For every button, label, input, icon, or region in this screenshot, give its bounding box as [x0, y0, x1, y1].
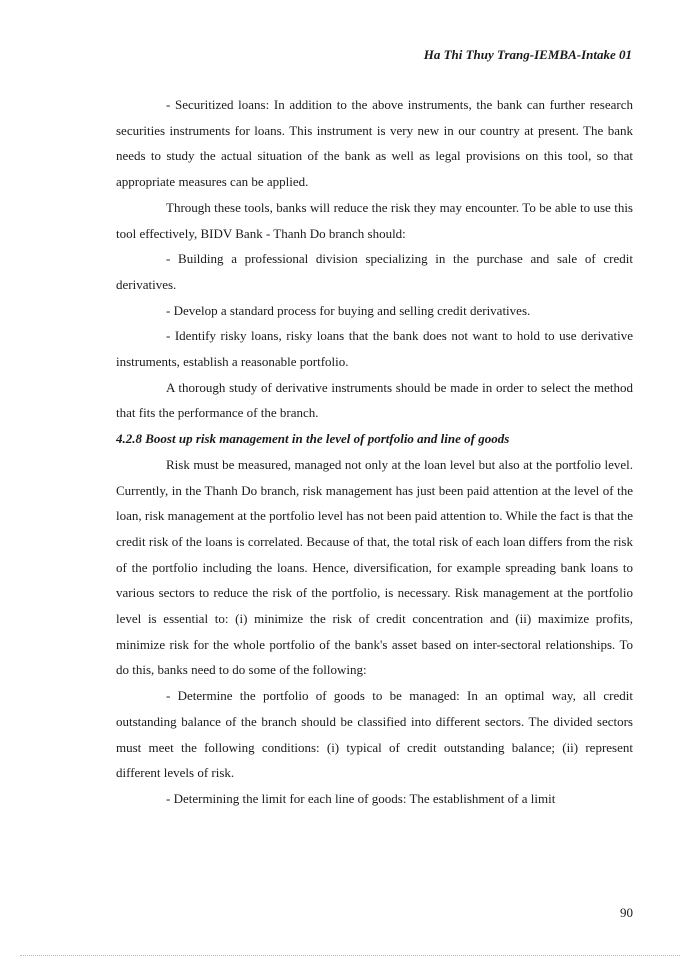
paragraph-identify-risky-loans: - Identify risky loans, risky loans that the bank does not want to hold to use derivative instruments, establish a reasonable portfolio. — [116, 328, 633, 370]
paragraph-portfolio-risk: Risk must be measured, managed not only at the loan level but also at the portfolio level. Currently, in the Thanh Do branch, risk management has just been paid attention at the level of the loan, risk management at the portfolio level has not been paid attention to. While the fact is that the credit risk of the loans is correlated. Because of that, the total risk of each loan differs from the risk of the portfolio including the loans. Hence, diversification, for example spreading bank loans to various sectors to reduce the risk of the portfolio, is necessary. Risk management at the portfolio level is essential to: (i) minimize the risk of credit concentration and (ii) maximize profits, minimize risk for the whole portfolio of the bank's asset based on inter-sectoral relationships. To do this, banks need to do some of the following: — [116, 456, 633, 678]
paragraph-thorough-study: A thorough study of derivative instruments should be made in order to select the method that fits the performance of the branch. — [116, 379, 633, 421]
running-header: Ha Thi Thuy Trang-IEMBA-Intake 01 — [423, 47, 632, 62]
paragraph-standard-process: - Develop a standard process for buying and selling credit derivatives. — [166, 302, 531, 318]
section-heading: 4.2.8 Boost up risk management in the level of portfolio and line of goods — [116, 431, 510, 447]
page-bottom-rule — [20, 955, 680, 956]
paragraph-determining-limit: - Determining the limit for each line of goods: The establishment of a limit — [166, 790, 556, 806]
paragraph-securitized-loans: - Securitized loans: In addition to the above instruments, the bank can further research securities instruments for loans. This instrument is very new in our country at present. The bank needs to study the actual situation of the bank as well as legal provisions on this tool, so that appropriate measures can be applied. — [116, 97, 633, 190]
page-number: 90 — [620, 905, 633, 920]
document-body — [116, 92, 633, 812]
paragraph-determine-portfolio: - Determine the portfolio of goods to be managed: In an optimal way, all credit outstanding balance of the branch should be classified into different sectors. The divided sectors must meet the following conditions: (i) typical of credit outstanding balance; (ii) represent different levels of risk. — [116, 688, 633, 781]
paragraph-through-these-tools: Through these tools, banks will reduce the risk they may encounter. To be able to use this tool effectively, BIDV Bank - Thanh Do branch should: — [116, 199, 633, 241]
paragraph-professional-division: - Building a professional division specializing in the purchase and sale of credit derivatives. — [116, 251, 633, 292]
